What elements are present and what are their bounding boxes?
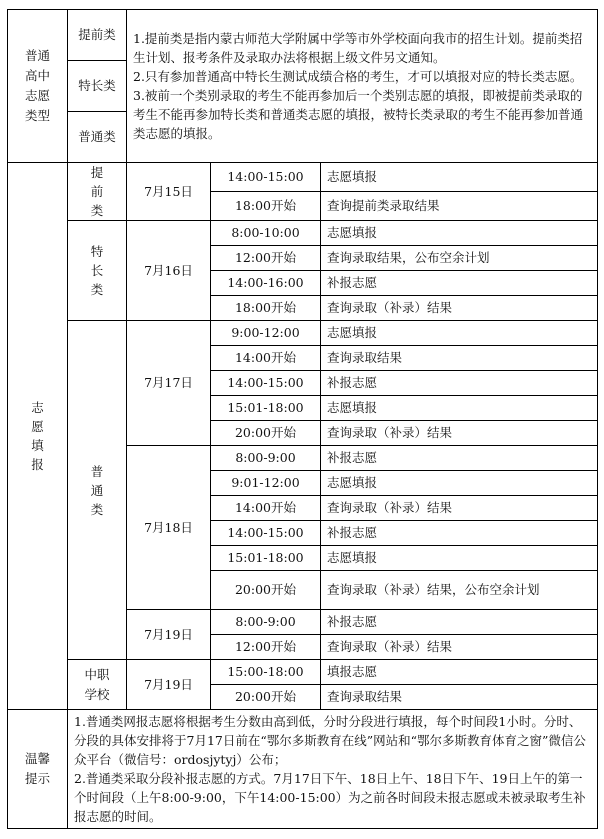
types-header: 普通高中志愿类型 <box>8 10 68 163</box>
task-cell: 查询录取（补录）结果 <box>321 496 598 521</box>
task-cell: 查询录取（补录）结果 <box>321 296 598 321</box>
task-cell: 查询录取（补录）结果，公布空余计划 <box>321 571 598 610</box>
time-cell: 8:00-9:00 <box>211 610 321 635</box>
category-early: 提前类 <box>68 163 127 221</box>
task-cell: 补报志愿 <box>321 271 598 296</box>
task-cell: 补报志愿 <box>321 610 598 635</box>
type-specialty: 特长类 <box>68 61 127 112</box>
types-note-1: 1.提前类是指内蒙古师范大学附属中学等市外学校面向我市的招生计划。提前类招生计划、报考条件及录取办法将根据上级文件另文通知。 <box>133 31 583 65</box>
time-cell: 9:00-12:00 <box>211 321 321 346</box>
tips-note-2: 2.普通类采取分段补报志愿的方式。7月17日下午、18日上午、18日下午、19日上午的第一个时间段（上午8:00-9:00，下午14:00-15:00）为之前各时间段未报志愿或未被录取考生补报志愿的时间。 <box>74 771 586 824</box>
date-cell: 7月19日 <box>127 610 211 660</box>
date-cell: 7月16日 <box>127 221 211 321</box>
time-cell: 8:00-9:00 <box>211 446 321 471</box>
time-cell: 8:00-10:00 <box>211 221 321 246</box>
task-cell: 志愿填报 <box>321 471 598 496</box>
time-cell: 15:01-18:00 <box>211 546 321 571</box>
type-early: 提前类 <box>68 10 127 61</box>
category-vocational: 中职学校 <box>68 660 127 710</box>
types-notes <box>127 10 598 163</box>
schedule-header: 志愿填报 <box>8 163 68 710</box>
task-cell: 志愿填报 <box>321 221 598 246</box>
time-cell: 20:00开始 <box>211 571 321 610</box>
time-cell: 15:01-18:00 <box>211 396 321 421</box>
date-cell: 7月18日 <box>127 446 211 610</box>
time-cell: 15:00-18:00 <box>211 660 321 685</box>
task-cell: 补报志愿 <box>321 521 598 546</box>
task-cell: 查询录取（补录）结果 <box>321 421 598 446</box>
task-cell: 志愿填报 <box>321 396 598 421</box>
time-cell: 12:00开始 <box>211 635 321 660</box>
types-note-3: 3.被前一个类别录取的考生不能再参加后一个类别志愿的填报，即被提前类录取的考生不能再参加特长类和普通类志愿的填报，被特长类录取的考生不能再参加普通类志愿的填报。 <box>133 88 584 141</box>
task-cell: 志愿填报 <box>321 546 598 571</box>
time-cell: 14:00-15:00 <box>211 163 321 192</box>
task-cell: 志愿填报 <box>321 321 598 346</box>
time-cell: 12:00开始 <box>211 246 321 271</box>
time-cell: 14:00-16:00 <box>211 271 321 296</box>
tips-note-1: 1.普通类网报志愿将根据考生分数由高到低，分时分段进行填报，每个时间段1小时。分时、分段的具体安排将于7月17日前在“鄂尔多斯教育在线”网站和“鄂尔多斯教育体育之窗”微信公众平台（微信号：ordosjytyj）公布； <box>74 714 586 767</box>
enrollment-schedule-table <box>7 9 598 829</box>
category-specialty: 特长类 <box>68 221 127 321</box>
task-cell: 补报志愿 <box>321 446 598 471</box>
time-cell: 14:00-15:00 <box>211 521 321 546</box>
task-cell: 查询录取（补录）结果 <box>321 635 598 660</box>
category-regular: 普通类 <box>68 321 127 660</box>
time-cell: 18:00开始 <box>211 296 321 321</box>
task-cell: 志愿填报 <box>321 163 598 192</box>
tips-notes <box>68 710 598 829</box>
task-cell: 查询录取结果 <box>321 346 598 371</box>
task-cell: 查询录取结果，公布空余计划 <box>321 246 598 271</box>
time-cell: 20:00开始 <box>211 421 321 446</box>
tips-header: 温馨提示 <box>8 710 68 829</box>
time-cell: 9:01-12:00 <box>211 471 321 496</box>
time-cell: 14:00开始 <box>211 496 321 521</box>
type-regular: 普通类 <box>68 112 127 163</box>
date-cell: 7月15日 <box>127 163 211 221</box>
date-cell: 7月19日 <box>127 660 211 710</box>
time-cell: 20:00开始 <box>211 685 321 710</box>
task-cell: 补报志愿 <box>321 371 598 396</box>
time-cell: 18:00开始 <box>211 192 321 221</box>
types-note-2: 2.只有参加普通高中特长生测试成绩合格的考生，才可以填报对应的特长类志愿。 <box>133 69 583 84</box>
time-cell: 14:00-15:00 <box>211 371 321 396</box>
task-cell: 查询提前类录取结果 <box>321 192 598 221</box>
date-cell: 7月17日 <box>127 321 211 446</box>
task-cell: 查询录取结果 <box>321 685 598 710</box>
time-cell: 14:00开始 <box>211 346 321 371</box>
task-cell: 填报志愿 <box>321 660 598 685</box>
